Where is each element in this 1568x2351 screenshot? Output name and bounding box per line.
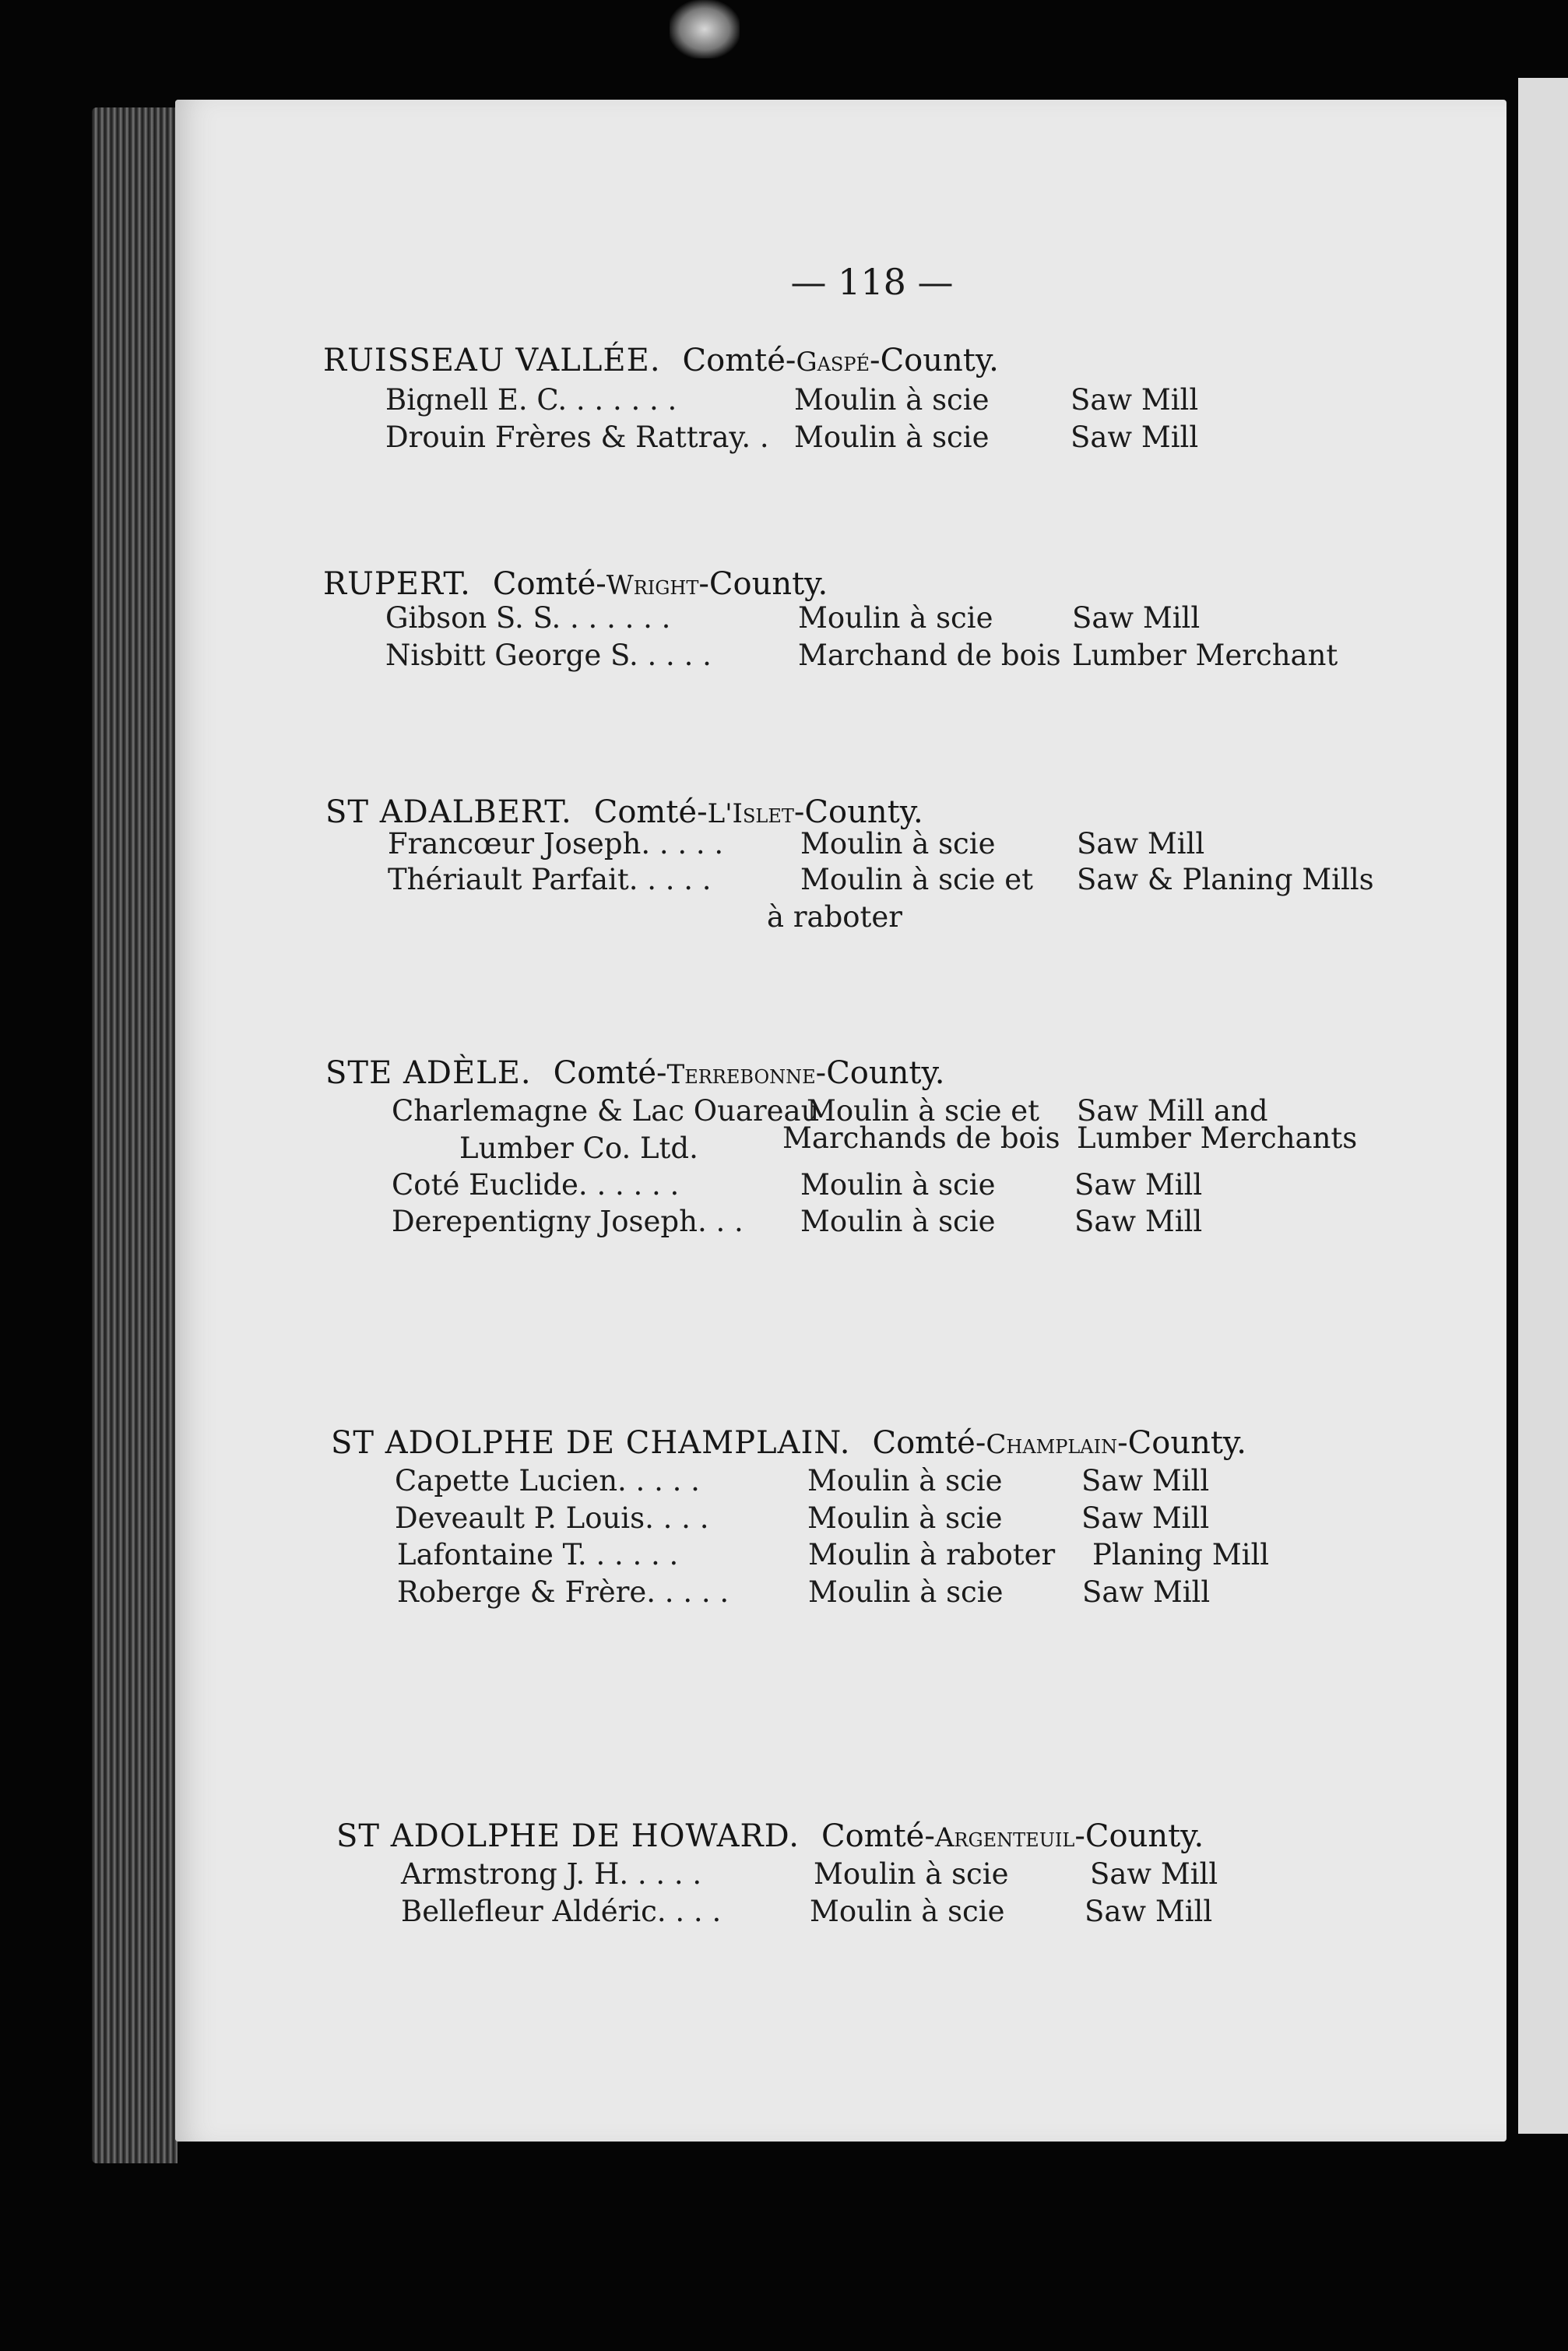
- activity-french: Moulin à scie: [814, 1857, 1009, 1891]
- activity-english: Saw Mill: [1081, 1501, 1210, 1535]
- business-name: Roberge & Frère. . . . .: [397, 1575, 730, 1609]
- activity-french: Moulin à scie: [810, 1895, 1005, 1928]
- activity-french: Moulin à scie: [794, 383, 990, 417]
- book-spine-edge: [92, 107, 178, 2163]
- section-heading: [331, 1425, 1246, 1461]
- section-heading: [325, 794, 923, 830]
- business-name: Nisbitt George S. . . . .: [385, 639, 712, 672]
- facing-page-edge: [1518, 78, 1568, 2134]
- activity-english: Saw Mill: [1085, 1895, 1213, 1928]
- activity-english: Planing Mill: [1092, 1538, 1270, 1571]
- business-name: Lafontaine T. . . . . .: [397, 1538, 679, 1571]
- activity-french-continued: à raboter: [767, 900, 902, 934]
- county-label: Comté-L'Islet-County.: [593, 794, 923, 830]
- business-name: Armstrong J. H. . . . .: [401, 1857, 702, 1891]
- county-label: Comté-Wright-County.: [492, 566, 828, 602]
- activity-english: Saw Mill: [1077, 827, 1205, 861]
- activity-french: Moulin à scie: [794, 421, 990, 454]
- activity-english: Saw & Planing Mills: [1077, 863, 1374, 896]
- activity-french: Moulin à scie: [800, 1168, 996, 1202]
- activity-english-continued: Lumber Merchants: [1077, 1121, 1358, 1155]
- activity-english: Saw Mill: [1071, 383, 1199, 417]
- activity-french: Moulin à scie et: [807, 1094, 1040, 1128]
- county-label: Comté-Gaspé-County.: [682, 343, 999, 378]
- activity-english: Saw Mill: [1082, 1575, 1211, 1609]
- activity-french: Moulin à scie: [800, 827, 996, 861]
- activity-french: Moulin à raboter: [808, 1538, 1056, 1571]
- place-name: ST ADOLPHE DE CHAMPLAIN.: [331, 1425, 851, 1461]
- activity-french: Moulin à scie: [807, 1501, 1003, 1535]
- activity-english: Saw Mill and: [1077, 1094, 1268, 1128]
- activity-french: Moulin à scie et: [800, 863, 1034, 896]
- business-name: Bellefleur Aldéric. . . .: [401, 1895, 722, 1928]
- section-heading: [323, 566, 828, 602]
- activity-english: Saw Mill: [1071, 421, 1199, 454]
- place-name: ST ADALBERT.: [325, 794, 572, 830]
- activity-english: Lumber Merchant: [1072, 639, 1338, 672]
- activity-english: Saw Mill: [1090, 1857, 1218, 1891]
- activity-english: Saw Mill: [1074, 1205, 1203, 1238]
- section-heading: [336, 1818, 1204, 1854]
- scan-smudge: [670, 0, 740, 58]
- section-heading: [323, 343, 999, 378]
- business-name: Francœur Joseph. . . . .: [388, 827, 724, 861]
- business-name-continued: Lumber Co. Ltd.: [459, 1132, 698, 1165]
- section-heading: [325, 1055, 944, 1091]
- activity-french: Marchand de bois: [798, 639, 1061, 672]
- place-name: ST ADOLPHE DE HOWARD.: [336, 1818, 800, 1854]
- business-name: Charlemagne & Lac Ouareau: [392, 1094, 820, 1128]
- place-name: RUISSEAU VALLÉE.: [323, 343, 661, 378]
- place-name: RUPERT.: [323, 566, 471, 602]
- business-name: Derepentigny Joseph. . .: [392, 1205, 744, 1238]
- activity-french: Moulin à scie: [800, 1205, 996, 1238]
- business-name: Thériault Parfait. . . . .: [388, 863, 712, 896]
- page-number: — 118 —: [790, 261, 954, 303]
- activity-english: Saw Mill: [1081, 1464, 1210, 1498]
- county-label: Comté-Champlain-County.: [872, 1425, 1246, 1461]
- activity-english: Saw Mill: [1072, 601, 1201, 635]
- activity-french: Moulin à scie: [798, 601, 993, 635]
- activity-french: Moulin à scie: [807, 1464, 1003, 1498]
- activity-english: Saw Mill: [1074, 1168, 1203, 1202]
- business-name: Bignell E. C. . . . . . .: [385, 383, 677, 417]
- activity-french-continued: Marchands de bois: [782, 1121, 1060, 1155]
- county-label: Comté-Argenteuil-County.: [821, 1818, 1204, 1854]
- activity-french: Moulin à scie: [808, 1575, 1004, 1609]
- business-name: Coté Euclide. . . . . .: [392, 1168, 680, 1202]
- business-name: Drouin Frères & Rattray. .: [385, 421, 769, 454]
- business-name: Capette Lucien. . . . .: [395, 1464, 700, 1498]
- business-name: Deveault P. Louis. . . .: [395, 1501, 709, 1535]
- county-label: Comté-Terrebonne-County.: [553, 1055, 945, 1091]
- place-name: STE ADÈLE.: [325, 1055, 532, 1091]
- business-name: Gibson S. S. . . . . . .: [385, 601, 671, 635]
